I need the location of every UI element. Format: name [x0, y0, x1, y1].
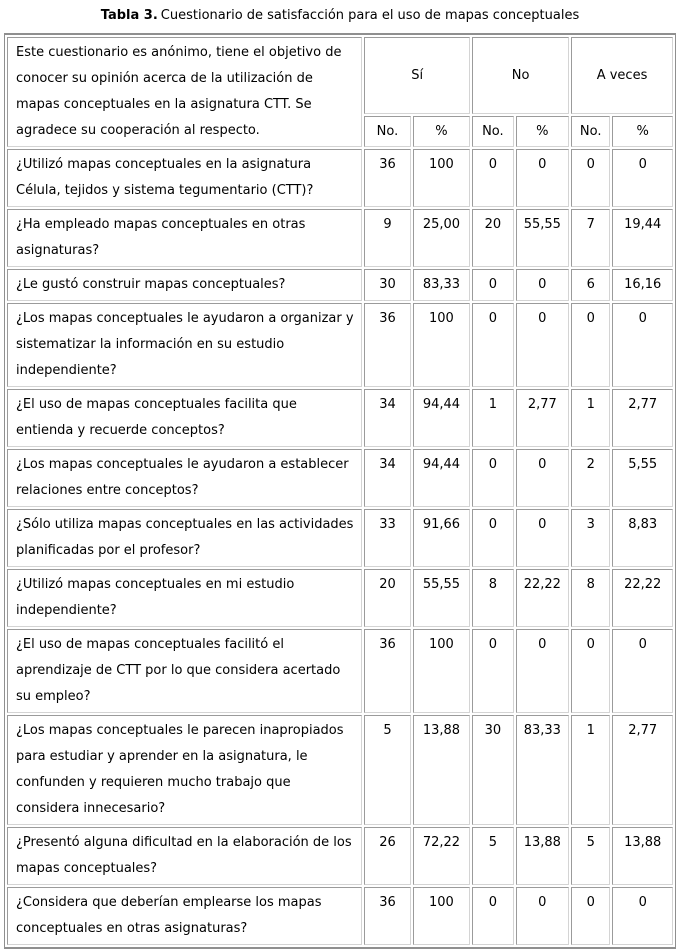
value-cell: 0 — [516, 303, 569, 387]
value-cell: 36 — [364, 149, 410, 207]
question-cell: ¿Le gustó construir mapas conceptuales? — [7, 269, 362, 301]
value-cell: 72,22 — [413, 827, 471, 885]
value-cell: 26 — [364, 827, 410, 885]
value-cell: 22,22 — [612, 569, 673, 627]
table-row — [7, 827, 673, 885]
subheader-pct-cell: % — [413, 116, 471, 147]
value-cell: 36 — [364, 887, 410, 945]
value-cell: 30 — [364, 269, 410, 301]
subheader-no-cell: No. — [571, 116, 610, 147]
value-cell: 55,55 — [413, 569, 471, 627]
value-cell: 0 — [612, 887, 673, 945]
question-cell: ¿El uso de mapas conceptuales facilitó el aprendizaje de CTT por lo que considera acertado su empleo? — [7, 629, 362, 713]
subheader-no-cell: No. — [472, 116, 513, 147]
value-cell: 0 — [516, 509, 569, 567]
value-cell: 3 — [571, 509, 610, 567]
value-cell: 0 — [516, 269, 569, 301]
value-cell: 25,00 — [413, 209, 471, 267]
value-cell: 30 — [472, 715, 513, 825]
table-row — [7, 509, 673, 567]
table-row — [7, 149, 673, 207]
value-cell: 19,44 — [612, 209, 673, 267]
value-cell: 2,77 — [516, 389, 569, 447]
table-row — [7, 303, 673, 387]
question-cell: ¿Presentó alguna dificultad en la elaboración de los mapas conceptuales? — [7, 827, 362, 885]
value-cell: 94,44 — [413, 449, 471, 507]
value-cell: 36 — [364, 629, 410, 713]
table-row — [7, 449, 673, 507]
value-cell: 0 — [516, 629, 569, 713]
table-row — [7, 887, 673, 945]
value-cell: 0 — [472, 887, 513, 945]
value-cell: 33 — [364, 509, 410, 567]
value-cell: 0 — [472, 449, 513, 507]
value-cell: 1 — [571, 715, 610, 825]
value-cell: 83,33 — [516, 715, 569, 825]
value-cell: 5,55 — [612, 449, 673, 507]
value-cell: 2,77 — [612, 389, 673, 447]
value-cell: 13,88 — [413, 715, 471, 825]
value-cell: 0 — [571, 303, 610, 387]
value-cell: 9 — [364, 209, 410, 267]
value-cell: 0 — [516, 449, 569, 507]
question-cell: ¿Utilizó mapas conceptuales en la asignatura Célula, tejidos y sistema tegumentario (CTT)? — [7, 149, 362, 207]
value-cell: 0 — [612, 629, 673, 713]
table-caption-number: Tabla 3. — [100, 8, 158, 23]
intro-cell: Este cuestionario es anónimo, tiene el objetivo de conocer su opinión acerca de la utilización de mapas conceptuales en la asignatura CTT. Se agradece su cooperación al respecto. — [7, 37, 362, 147]
value-cell: 0 — [516, 149, 569, 207]
table-caption — [0, 7, 680, 25]
value-cell: 7 — [571, 209, 610, 267]
table-caption-text: Cuestionario de satisfacción para el uso de mapas conceptuales — [160, 8, 580, 23]
value-cell: 94,44 — [413, 389, 471, 447]
value-cell: 16,16 — [612, 269, 673, 301]
value-cell: 1 — [571, 389, 610, 447]
value-cell: 0 — [472, 303, 513, 387]
value-cell: 20 — [364, 569, 410, 627]
table-row — [7, 629, 673, 713]
value-cell: 100 — [413, 887, 471, 945]
value-cell: 5 — [472, 827, 513, 885]
value-cell: 20 — [472, 209, 513, 267]
question-cell: ¿Sólo utiliza mapas conceptuales en las actividades planificadas por el profesor? — [7, 509, 362, 567]
value-cell: 0 — [571, 887, 610, 945]
value-cell: 22,22 — [516, 569, 569, 627]
group-header-si: Sí — [364, 37, 470, 114]
table-row — [7, 389, 673, 447]
table-row — [7, 715, 673, 825]
subheader-pct-cell: % — [612, 116, 673, 147]
value-cell: 36 — [364, 303, 410, 387]
value-cell: 1 — [472, 389, 513, 447]
value-cell: 100 — [413, 149, 471, 207]
value-cell: 83,33 — [413, 269, 471, 301]
value-cell: 2,77 — [612, 715, 673, 825]
satisfaction-questionnaire-table — [4, 33, 676, 949]
value-cell: 0 — [472, 269, 513, 301]
question-cell: ¿Considera que deberían emplearse los mapas conceptuales en otras asignaturas? — [7, 887, 362, 945]
subheader-no-cell: No. — [364, 116, 410, 147]
value-cell: 0 — [516, 887, 569, 945]
value-cell: 5 — [571, 827, 610, 885]
value-cell: 34 — [364, 449, 410, 507]
value-cell: 0 — [612, 149, 673, 207]
group-header-no: No — [472, 37, 569, 114]
group-header-aveces: A veces — [571, 37, 673, 114]
value-cell: 8 — [571, 569, 610, 627]
value-cell: 55,55 — [516, 209, 569, 267]
question-cell: ¿Los mapas conceptuales le parecen inapropiados para estudiar y aprender en la asignatura, le confunden y requieren mucho trabajo que considera innecesario? — [7, 715, 362, 825]
table-row — [7, 269, 673, 301]
question-cell: ¿Los mapas conceptuales le ayudaron a establecer relaciones entre conceptos? — [7, 449, 362, 507]
value-cell: 8,83 — [612, 509, 673, 567]
question-cell: ¿El uso de mapas conceptuales facilita que entienda y recuerde conceptos? — [7, 389, 362, 447]
value-cell: 0 — [472, 509, 513, 567]
value-cell: 0 — [472, 629, 513, 713]
value-cell: 5 — [364, 715, 410, 825]
value-cell: 0 — [472, 149, 513, 207]
header-group-row — [7, 37, 673, 114]
question-cell: ¿Utilizó mapas conceptuales en mi estudio independiente? — [7, 569, 362, 627]
table-row — [7, 569, 673, 627]
value-cell: 0 — [571, 149, 610, 207]
value-cell: 34 — [364, 389, 410, 447]
value-cell: 0 — [571, 629, 610, 713]
value-cell: 8 — [472, 569, 513, 627]
value-cell: 91,66 — [413, 509, 471, 567]
value-cell: 0 — [612, 303, 673, 387]
table-row — [7, 209, 673, 267]
value-cell: 2 — [571, 449, 610, 507]
subheader-pct-cell: % — [516, 116, 569, 147]
value-cell: 100 — [413, 303, 471, 387]
question-cell: ¿Ha empleado mapas conceptuales en otras asignaturas? — [7, 209, 362, 267]
value-cell: 13,88 — [516, 827, 569, 885]
value-cell: 13,88 — [612, 827, 673, 885]
question-cell: ¿Los mapas conceptuales le ayudaron a organizar y sistematizar la información en su estudio independiente? — [7, 303, 362, 387]
value-cell: 100 — [413, 629, 471, 713]
value-cell: 6 — [571, 269, 610, 301]
